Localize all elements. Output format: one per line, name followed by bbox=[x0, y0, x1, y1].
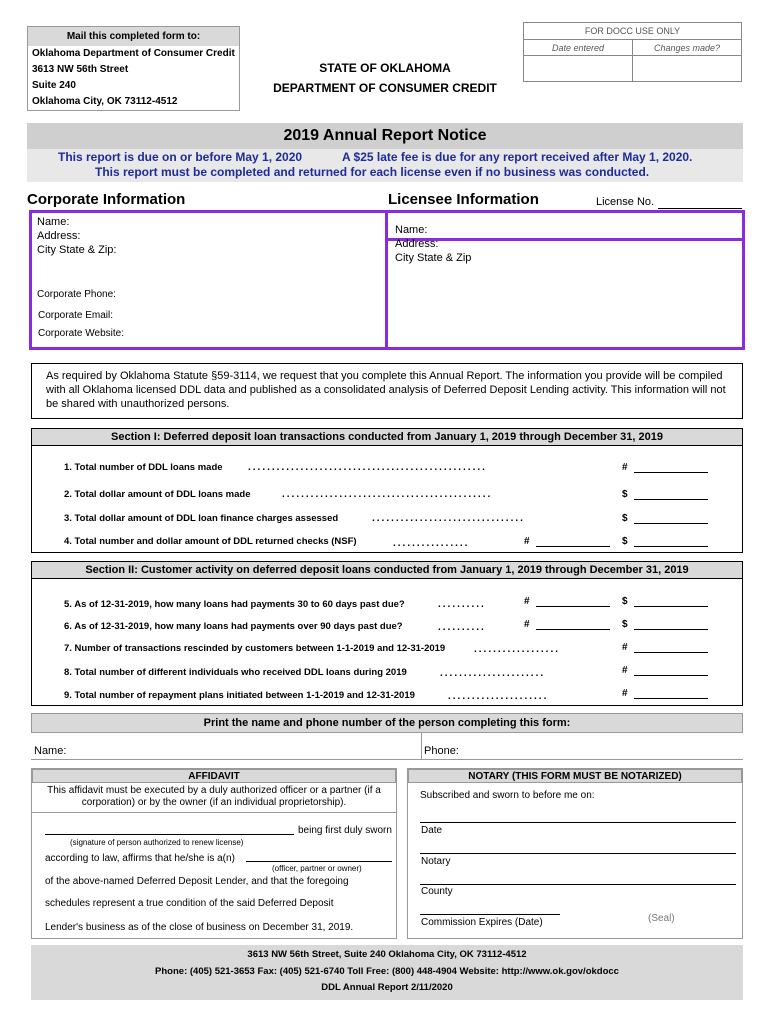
affidavit-line-1: of the above-named Deferred Deposit Lender, and that the foregoing bbox=[45, 876, 349, 887]
officer-caption: (officer, partner or owner) bbox=[272, 864, 362, 873]
corp-website-label: Corporate Website: bbox=[38, 328, 124, 339]
notary-county-line[interactable] bbox=[420, 884, 736, 885]
print-phone-label: Phone: bbox=[424, 745, 459, 757]
q5-dollar-input[interactable] bbox=[634, 606, 708, 607]
q7-dots: .................. bbox=[474, 644, 561, 655]
q1-number-sign: # bbox=[622, 462, 628, 473]
q1-label: 1. Total number of DDL loans made bbox=[64, 462, 223, 473]
q4-dollar-input[interactable] bbox=[634, 546, 708, 547]
footer bbox=[31, 945, 743, 1000]
q1-dots: .................................................. bbox=[248, 462, 487, 473]
q8-label: 8. Total number of different individuals who received DDL loans during 2019 bbox=[64, 667, 407, 678]
q6-dots: .......... bbox=[438, 622, 486, 633]
q3-label: 3. Total dollar amount of DDL loan finance charges assessed bbox=[64, 513, 339, 524]
q6-number-sign: # bbox=[524, 619, 530, 630]
corporate-info-box[interactable] bbox=[29, 210, 388, 350]
q4-label: 4. Total number and dollar amount of DDL returned checks (NSF) bbox=[64, 536, 357, 547]
q3-dollar-sign: $ bbox=[622, 513, 628, 524]
notary-seal-label: (Seal) bbox=[648, 913, 675, 924]
license-no-label: License No. bbox=[596, 196, 655, 208]
affidavit-signature-line[interactable] bbox=[45, 834, 294, 835]
affidavit-title-line[interactable] bbox=[246, 861, 392, 862]
affidavit-intro: This affidavit must be executed by a duly authorized officer or a partner (if a corporation) or by the owner (if an individual proprietorship). bbox=[32, 783, 396, 813]
mail-to-box bbox=[27, 26, 240, 111]
q2-label: 2. Total dollar amount of DDL loans made bbox=[64, 489, 251, 500]
q6-dollar-input[interactable] bbox=[634, 629, 708, 630]
mail-line-3: Suite 240 bbox=[32, 80, 76, 91]
q5-label: 5. As of 12-31-2019, how many loans had payments 30 to 60 days past due? bbox=[64, 599, 405, 610]
q7-number-sign: # bbox=[622, 642, 628, 653]
notary-expires-label: Commission Expires (Date) bbox=[421, 917, 543, 928]
print-row-divider bbox=[421, 733, 422, 760]
print-phone-input[interactable] bbox=[458, 733, 742, 759]
section2-heading: Section II: Customer activity on deferred deposit loans conducted from January 1, 2019 through December 31, 2019 bbox=[31, 561, 743, 579]
footer-form-id: DDL Annual Report 2/11/2020 bbox=[321, 982, 453, 993]
corporate-heading: Corporate Information bbox=[27, 191, 186, 208]
q9-input[interactable] bbox=[634, 698, 708, 699]
corp-address-label: Address: bbox=[37, 230, 81, 242]
notary-county-label: County bbox=[421, 886, 453, 897]
q4-dollar-sign: $ bbox=[622, 536, 628, 547]
license-no-field[interactable] bbox=[658, 208, 742, 209]
docc-date-entered-field[interactable] bbox=[524, 56, 633, 81]
corp-phone-label: Corporate Phone: bbox=[37, 289, 116, 300]
affidavit-line-3: Lender's business as of the close of business on December 31, 2019. bbox=[45, 922, 354, 933]
q3-input[interactable] bbox=[634, 523, 708, 524]
corp-name-label: Name: bbox=[37, 216, 70, 228]
affidavit-line-2: schedules represent a true condition of the said Deferred Deposit bbox=[45, 898, 334, 909]
footer-address: 3613 NW 56th Street, Suite 240 Oklahoma City, OK 73112-4512 bbox=[247, 949, 527, 960]
docc-use-box bbox=[523, 22, 742, 82]
q5-dots: .......... bbox=[438, 599, 486, 610]
q4-dots: ................ bbox=[393, 538, 470, 549]
agency-title bbox=[250, 58, 520, 98]
must-complete-text: This report must be completed and returned for each license even if no business was conducted. bbox=[95, 165, 650, 179]
q9-dots: ..................... bbox=[448, 691, 549, 702]
section1-heading: Section I: Deferred deposit loan transactions conducted from January 1, 2019 through December 31, 2019 bbox=[31, 428, 743, 446]
licensee-csz-label: City State & Zip bbox=[395, 252, 472, 264]
q8-dots: ...................... bbox=[440, 668, 546, 679]
print-name-label: Name: bbox=[34, 745, 67, 757]
print-name-heading: Print the name and phone number of the person completing this form: bbox=[31, 713, 743, 733]
q5-number-sign: # bbox=[524, 596, 530, 607]
notice-subtext bbox=[27, 149, 743, 182]
q8-number-sign: # bbox=[622, 665, 628, 676]
docc-heading: FOR DOCC USE ONLY bbox=[524, 23, 741, 40]
agency-line-1: STATE OF OKLAHOMA bbox=[319, 61, 451, 75]
q6-number-input[interactable] bbox=[536, 629, 610, 630]
notary-subscribed-line[interactable] bbox=[420, 822, 736, 823]
docc-changes-field[interactable] bbox=[633, 56, 741, 81]
late-fee-text: A $25 late fee is due for any report received after May 1, 2020. bbox=[342, 150, 693, 164]
licensee-box-top bbox=[385, 210, 745, 241]
docc-date-entered-label: Date entered bbox=[524, 40, 633, 55]
docc-changes-label: Changes made? bbox=[653, 43, 721, 53]
notary-expires-line[interactable] bbox=[420, 914, 560, 915]
q9-label: 9. Total number of repayment plans initiated between 1-1-2019 and 12-31-2019 bbox=[64, 690, 415, 701]
q2-input[interactable] bbox=[634, 499, 708, 500]
mail-to-heading: Mail this completed form to: bbox=[28, 27, 239, 46]
q1-input[interactable] bbox=[634, 472, 708, 473]
signature-caption: (signature of person authorized to renew license) bbox=[70, 838, 244, 847]
agency-line-2: DEPARTMENT OF CONSUMER CREDIT bbox=[273, 81, 497, 95]
statute-notice: As required by Oklahoma Statute §59-3114, we request that you complete this Annual Report. The information you provide will be compiled with all Oklahoma licensed DDL data and published as a consolidated analysis of Deferred Deposit Lending activity. This information will not be shared with unauthorized persons. bbox=[31, 363, 743, 419]
mail-line-1: Oklahoma Department of Consumer Credit bbox=[32, 48, 235, 59]
corp-csz-label: City State & Zip: bbox=[37, 244, 117, 256]
q8-input[interactable] bbox=[634, 675, 708, 676]
due-date-text: This report is due on or before May 1, 2020 bbox=[58, 150, 303, 164]
q5-dollar-sign: $ bbox=[622, 596, 628, 607]
q6-label: 6. As of 12-31-2019, how many loans had payments over 90 days past due? bbox=[64, 621, 403, 632]
notary-heading: NOTARY (THIS FORM MUST BE NOTARIZED) bbox=[408, 769, 742, 783]
notary-signature-line[interactable] bbox=[420, 853, 736, 854]
print-name-input[interactable] bbox=[66, 733, 416, 759]
q6-dollar-sign: $ bbox=[622, 619, 628, 630]
affidavit-according-text: according to law, affirms that he/she is a(n) bbox=[45, 853, 235, 864]
q7-label: 7. Number of transactions rescinded by customers between 1-1-2019 and 12-31-2019 bbox=[64, 643, 446, 654]
q3-dots: ................................ bbox=[372, 513, 525, 524]
licensee-heading: Licensee Information bbox=[388, 191, 539, 208]
q5-number-input[interactable] bbox=[536, 606, 610, 607]
notary-subscribed-text: Subscribed and sworn to before me on: bbox=[420, 790, 595, 801]
q4-number-sign: # bbox=[524, 536, 530, 547]
notary-date-label: Date bbox=[421, 825, 443, 836]
q7-input[interactable] bbox=[634, 652, 708, 653]
mail-line-2: 3613 NW 56th Street bbox=[32, 64, 129, 75]
licensee-info-box[interactable] bbox=[385, 224, 745, 350]
affidavit-heading: AFFIDAVIT bbox=[32, 769, 396, 783]
mail-line-4: Oklahoma City, OK 73112-4512 bbox=[32, 96, 178, 107]
licensee-address-label: Address: bbox=[395, 238, 439, 250]
corp-email-label: Corporate Email: bbox=[38, 310, 114, 321]
notice-title: 2019 Annual Report Notice bbox=[27, 123, 743, 149]
licensee-name-label: Name: bbox=[395, 224, 428, 236]
q4-number-input[interactable] bbox=[536, 546, 610, 547]
q9-number-sign: # bbox=[622, 688, 628, 699]
q2-dots: ............................................ bbox=[282, 489, 493, 500]
notary-label: Notary bbox=[421, 856, 451, 867]
footer-contact: Phone: (405) 521-3653 Fax: (405) 521-6740 Toll Free: (800) 448-4904 Website: http://www.ok.gov/okdocc bbox=[155, 966, 619, 977]
affidavit-sworn-text: being first duly sworn bbox=[298, 825, 392, 836]
q2-dollar-sign: $ bbox=[622, 489, 628, 500]
